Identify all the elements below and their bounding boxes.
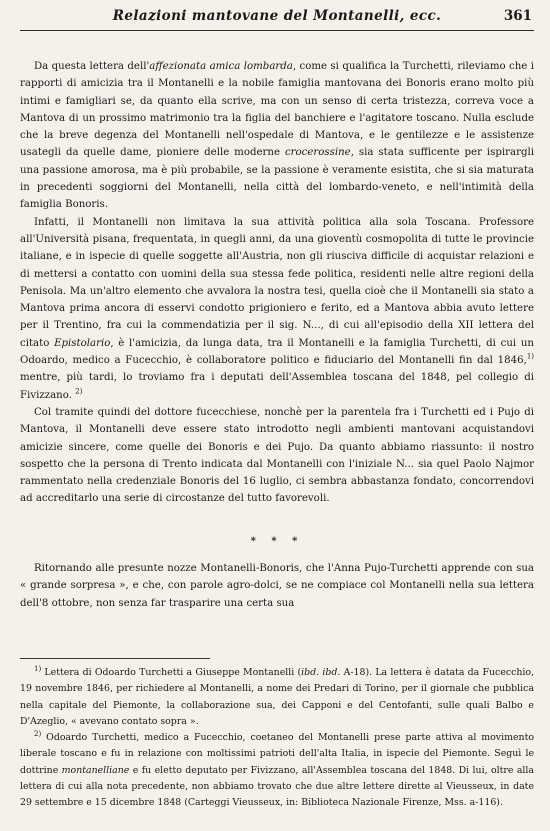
running-head <box>20 6 534 31</box>
paragraph-2-text-c: mentre, più tardi, lo troviamo fra i deputati dell'Assemblea toscana del 1848, pel collegio di Fivizzano. <box>20 372 534 401</box>
paragraph-2 <box>20 214 534 404</box>
footnote-ref-2[interactable]: 2) <box>75 387 83 396</box>
paragraph-1-italic-a: affezionata amica lombarda <box>149 61 293 72</box>
footnote-rule <box>20 658 210 659</box>
paragraph-2-text-a: Infatti, il Montanelli non limitava la sua attività politica alla sola Toscana. Professore all'Università pisana, frequentata, in quegli anni, da una gioventù cosmopolita di tutte le provincie italiane, e in ispecie di quelle soggette all'Austria, non gli riusciva difficile di acquistar relazioni e di mettersi a contatto con uomini della sua stessa fede politica, residenti nelle altre regioni della Penisola. Ma un'altro elemento che avvalora la nostra tesi, quella cioè che il Montanelli sia stato a Mantova prima ancora di esservi condotto prigioniero e ferito, ed a Mantova abbia avuto lettere per il Trentino, fra cui la commendatizia per il sig. N..., di cui all'episodio della XII lettera del citato <box>20 216 534 349</box>
paragraph-1-text-b: , come si qualifica la Turchetti, rileviamo che i rapporti di amicizia tra il Montanelli e la nobile famiglia mantovana dei Bonoris erano molto più intimi e famigliari se, da quanto ella scrive, ma con un senso di certa tristezza, correva voce a Mantova di un prossimo matrimonio tra la figlia del banchiere e l'agitatore toscano. Nulla esclude che la breve degenza del Montanelli nell'ospedale di Mantova, e le gentilezze e le assistenze usategli da quelle dame, pioniere delle moderne <box>20 61 534 159</box>
paragraph-2-text-b: , è l'amicizia, da lunga data, tra il Montanelli e la famiglia Turchetti, di cui un Odoardo, medico a Fucecchio, è collaboratore politico e fiduciario del Montanelli fin dal 1846, <box>20 337 534 367</box>
footnote-1-text-a: Lettera di Odoardo Turchetti a Giuseppe Montanelli ( <box>41 666 302 678</box>
paragraph-1-text-c: , sia stata sufficente per ispirargli una passione amorosa, ma è più probabile, se la passione è veramente esistita, che si sia maturata in precedenti soggiorni del Montanelli, nella città del lombardo-veneto, e nell'intimità della famiglia Bonoris. <box>20 147 534 211</box>
footnote-1 <box>20 665 534 730</box>
footnote-1-marker: 1) <box>34 664 42 673</box>
paragraph-3: Col tramite quindi del dottore fucecchiese, nonchè per la parentela fra i Turchetti ed i Pujo di Mantova, il Montanelli deve essere stato introdotto negli ambienti mantovani acquistandovi amicizie sincere, come quelle dei Bonoris e dei Pujo. Da quanto abbiamo riassunto: il nostro sospetto che la persona di Trento indicata dal Montanelli con l'iniziale N... sia quel Paolo Najmor rammentato nella credenziale Bonoris del 16 luglio, ci sembra abbastanza fondato, concorrendovi ad accreditarlo una serie di circostanze del tutto favorevoli. <box>20 406 534 505</box>
footnote-ref-1[interactable]: 1) <box>526 352 534 361</box>
footnote-2-text-b: e fu eletto deputato per Fivizzano, all'Assemblea toscana del 1848. Di lui, oltre alla lettera di cui alla nota precedente, non abbiamo trovato che due altre lettere dirette al Vieusseux, in date 29 settembre e 15 dicembre 1848 (Carteggi Vieusseux, in: Biblioteca Nazionale Firenze, Mss. a-116). <box>20 764 534 809</box>
main-text <box>20 58 534 612</box>
footnote-2-text-a: Odoardo Turchetti, medico a Fucecchio, coetaneo del Montanelli prese parte attiva al movimento liberale toscano e fu in relazione con moltissimi patrioti dell'alta Italia, in ispecie del Piemonte. Seguì le dottrine <box>20 732 534 776</box>
running-head-title: Relazioni mantovane del Montanelli, ecc. <box>112 8 442 24</box>
paragraph-1-text-a: Da questa lettera dell' <box>34 61 150 72</box>
footnote-1-text-b: A-18). La lettera è datata da Fucecchio, 19 novembre 1846, per richiedere al Montanelli, a nome dei Predari di Torino, per il giornale che pubblica nella capitale del Piemonte, la collaborazione sua, dei Capponi e del Centofanti, sulle quali Balbo e D'Azeglio, « avevano contato sopra ». <box>20 666 534 727</box>
paragraph-1-italic-b: crocerossine <box>284 147 351 159</box>
paragraph-4: Ritornando alle presunte nozze Montanelli-Bonoris, che l'Anna Pujo-Turchetti apprende con sua « grande sorpresa », e che, con parole agro-dolci, se ne compiace col Montanelli nella sua lettera dell'8 ottobre, non senza far trasparire una certa sua <box>20 563 534 609</box>
footnote-2-italic: montanelliane <box>61 764 130 776</box>
paragraph-2-italic: Epistolario <box>54 337 111 349</box>
footnote-2 <box>20 730 534 811</box>
paragraph-1 <box>20 58 534 214</box>
footnote-2-marker: 2) <box>34 729 42 738</box>
page-number: 361 <box>503 8 532 24</box>
footnotes <box>20 665 534 812</box>
section-separator: * * * <box>250 535 304 547</box>
footnote-1-italic: ibd. ibd. <box>301 666 341 678</box>
